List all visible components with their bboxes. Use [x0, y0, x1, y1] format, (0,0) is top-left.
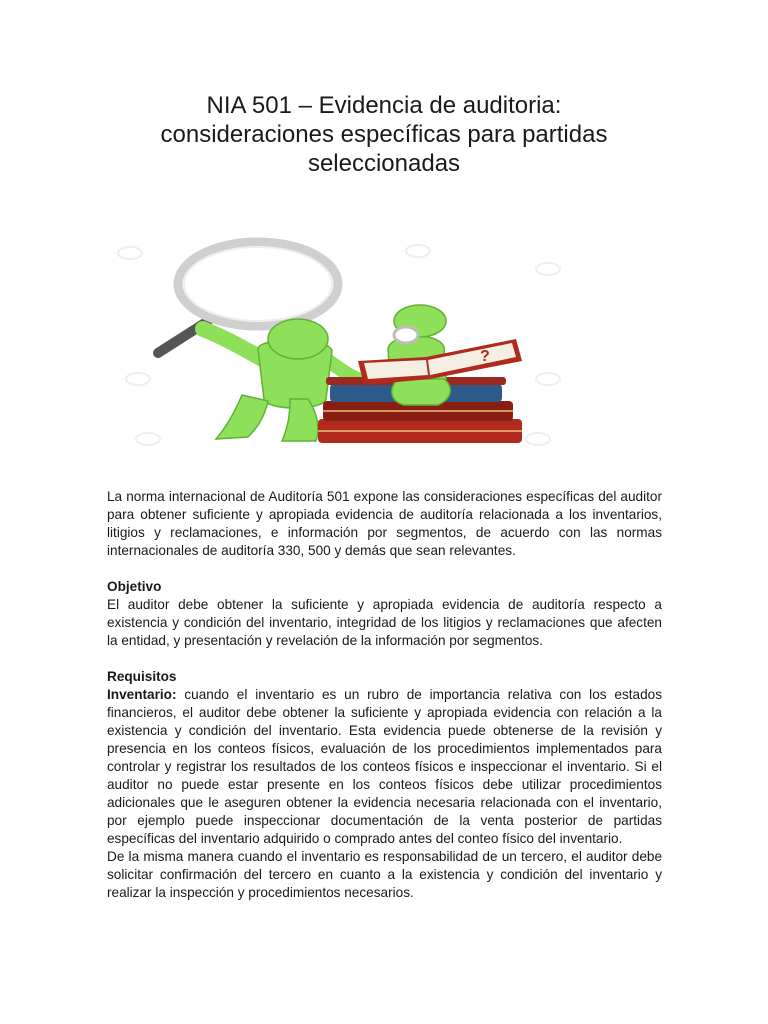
- objective-paragraph: El auditor debe obtener la suficiente y apropiada evidencia de auditoría respecto a existencia y condición del inventario, integridad de los litigios y reclamaciones que afecten la entidad, y presentación y revelación de la información por segmentos.: [107, 597, 662, 648]
- intro-paragraph: La norma internacional de Auditoría 501 expone las consideraciones específicas del auditor para obtener suficiente y apropiada evidencia de auditoría relacionada a los inventarios, litigios y reclamaciones, e información por segmentos, de acuerdo con las normas internacionales de auditoría 330, 500 y demás que sean relevantes.: [107, 489, 662, 558]
- paragraph-spacer: [107, 560, 662, 578]
- title-line-1: NIA 501 – Evidencia de auditoria:: [206, 92, 562, 119]
- inventory-label: Inventario:: [107, 687, 177, 702]
- auditor-figures-image: [108, 229, 572, 451]
- document-body: [107, 488, 662, 902]
- page-title: [100, 91, 668, 178]
- objective-heading: Objetivo: [107, 579, 162, 594]
- question-mark-icon: ?: [480, 348, 490, 365]
- inventory-paragraph: [107, 686, 662, 848]
- requirements-heading: Requisitos: [107, 669, 177, 684]
- paragraph-spacer: [107, 650, 662, 668]
- inventory-text: cuando el inventario es un rubro de importancia relativa con los estados financieros, el auditor debe obtener la suficiente y apropiada evidencia con relación a la existencia y condición del inventario. Esta evidencia puede obtenerse de la revisión y presencia en los conteos físicos, evaluación de los procedimientos implementados para controlar y registrar los resultados de los conteos físicos e inspeccionar el inventario. Si el auditor no puede estar presente en los conteos físicos debe utilizar procedimientos adicionales que le aseguren obtener la evidencia necesaria relacionada con el inventario, por ejemplo puede inspeccionar documentación de la venta posterior de partidas específicas del inventario adquirido o comprado antes del conteo físico del inventario.: [107, 687, 662, 846]
- title-line-2: consideraciones específicas para partidas: [160, 121, 608, 148]
- auditor-illustration: [108, 229, 572, 451]
- title-line-3: seleccionadas: [307, 150, 461, 177]
- third-party-paragraph: De la misma manera cuando el inventario es responsabilidad de un tercero, el auditor debe solicitar confirmación del tercero en cuanto a la existencia y condición del inventario y realizar la inspección y procedimientos necesarios.: [107, 849, 662, 900]
